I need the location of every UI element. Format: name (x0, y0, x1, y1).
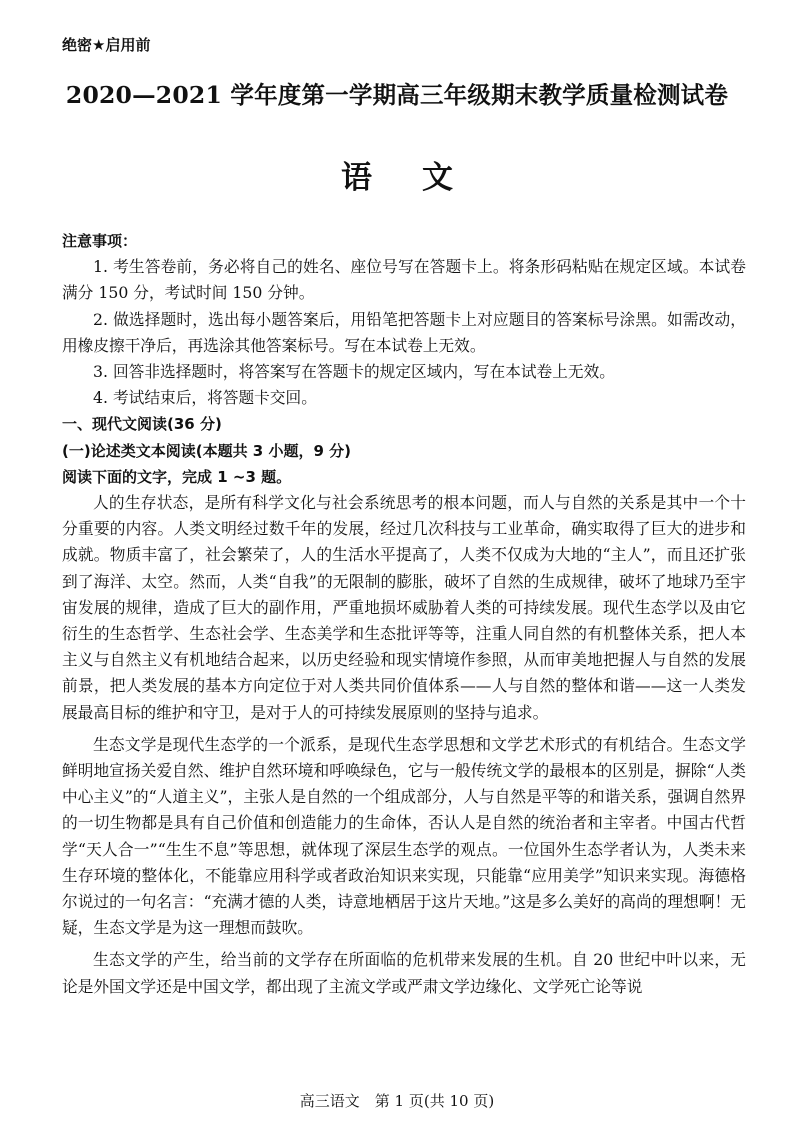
reading-instruction: 阅读下面的文字，完成 1 ~3 题。 (62, 467, 292, 486)
exam-content (62, 228, 746, 1000)
confidential-label: 绝密★启用前 (62, 36, 151, 54)
notes-item: 1. 考生答卷前，务必将自己的姓名、座位号写在答题卡上。将条形码粘贴在规定区域。本试卷满分 150 分，考试时间 150 分钟。 (62, 257, 746, 303)
page-footer: 高三语文 第 1 页(共 10 页) (299, 1092, 495, 1110)
notes-item: 3. 回答非选择题时，将答案写在答题卡的规定区域内，写在本试卷上无效。 (93, 362, 615, 382)
notes-item: 2. 做选择题时，选出每小题答案后，用铅笔把答题卡上对应题目的答案标号涂黑。如需改动，用橡皮擦干净后，再选涂其他答案标号。写在本试卷上无效。 (62, 309, 746, 355)
passage-paragraph: 人的生存状态，是所有科学文化与社会系统思考的根本问题，而人与自然的关系是其中一个十分重要的内容。人类文明经过数千年的发展，经过几次科技与工业革命，确实取得了巨大的进步和成就。物质丰富了，社会繁荣了，人的生活水平提高了，人类不仅成为大地的“主人”，而且还扩张到了海洋、太空。然而，人类“自我”的无限制的膨胀，破坏了自然的生成规律，破坏了地球乃至宇宙发展的规律，造成了巨大的副作用，严重地损坏威胁着人类的可持续发展。现代生态学以及由它衍生的生态哲学、生态社会学、生态美学和生态批评等等，注重人同自然的有机整体关系，把人本主义与自然主义有机地结合起来，以历史经验和现实情境作参照，从而审美地把握人与自然的发展前景，把人类发展的基本方向定位于对人类共同价值体系——人与自然的整体和谐——这一人类发展最高目标的维护和守卫，是对于人的可持续发展原则的坚持与追求。 (62, 493, 746, 722)
subsection-title: (一)论述类文本阅读(本题共 3 小题，9 分) (62, 441, 351, 460)
exam-title: 2020—2021 学年度第一学期高三年级期末教学质量检测试卷 (65, 81, 729, 109)
section-title: 一、现代文阅读(36 分) (62, 415, 222, 434)
notes-item: 4. 考试结束后，将答题卡交回。 (93, 388, 317, 408)
subject-title: 语文 (341, 160, 503, 196)
passage-paragraph: 生态文学是现代生态学的一个派系，是现代生态学思想和文学艺术形式的有机结合。生态文学鲜明地宣扬关爱自然、维护自然环境和呼唤绿色，它与一般传统文学的最根本的区别是，摒除“人类中心主义”的“人道主义”，主张人是自然的一个组成部分，人与自然是平等的和谐关系，强调自然界的一切生物都是具有自己价值和创造能力的生命体，否认人是自然的统治者和主宰者。中国古代哲学“天人合一”“生生不息”等思想，就体现了深层生态学的观点。一位国外生态学者认为，人类未来生存环境的整体化，不能靠应用科学或者政治知识来实现，只能靠“应用美学”知识来实现。海德格尔说过的一句名言：“充满才德的人类，诗意地栖居于这片天地。”这是多么美好的高尚的理想啊！无疑，生态文学是为这一理想而鼓吹。 (62, 734, 746, 938)
passage-paragraph: 生态文学的产生，给当前的文学存在所面临的危机带来发展的生机。自 20 世纪中叶以来，无论是外国文学还是中国文学，都出现了主流文学或严肃文学边缘化、文学死亡论等说 (62, 950, 746, 996)
notes-title: 注意事项： (62, 232, 138, 250)
